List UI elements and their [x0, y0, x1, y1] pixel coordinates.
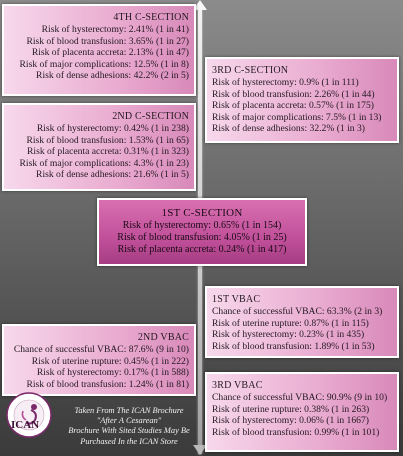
third-vbac-box	[205, 372, 399, 452]
third-vbac-title: 3RD VBAC	[212, 380, 263, 391]
first-c-section-title: 1ST C-SECTION	[161, 207, 243, 219]
risk-line: Risk of dense adhesions: 32.2% (1 in 3)	[212, 123, 365, 135]
risk-line: Risk of placenta accreta: 2.13% (1 in 47)	[31, 47, 189, 59]
third-c-section-title: 3RD C-SECTION	[212, 65, 289, 76]
risk-line: Risk of hysterectomy: 0.17% (1 in 588)	[36, 367, 189, 379]
risk-line: Risk of major complications: 12.5% (1 in 8)	[19, 58, 189, 70]
risk-line: Risk of blood transfusion: 2.26% (1 in 44)	[212, 88, 375, 100]
risk-line: Risk of blood transfusion: 1.24% (1 in 81)	[26, 378, 189, 390]
risk-line: Chance of successful VBAC: 63.3% (2 in 3)	[212, 306, 383, 318]
risk-line: Risk of hysterectomy: 2.41% (1 in 41)	[41, 24, 189, 36]
risk-line: Risk of placenta accreta: 0.57% (1 in 175)	[212, 100, 374, 112]
risk-line: Risk of blood transfusion: 1.53% (1 in 65)	[26, 134, 189, 146]
risk-line: Risk of blood transfusion: 3.65% (1 in 27)	[26, 35, 189, 47]
risk-line: Risk of major complications: 7.5% (1 in 13)	[212, 111, 382, 123]
risk-line: Risk of blood transfusion: 1.89% (1 in 53)	[212, 340, 375, 352]
source-line: Brochure With Sited Studies May Be	[68, 426, 190, 436]
risk-line: Risk of dense adhesions: 21.6% (1 in 5)	[36, 169, 189, 181]
risk-line: Risk of blood transfusion: 0.99% (1 in 101)	[212, 426, 380, 438]
first-c-section-box	[97, 198, 307, 266]
second-vbac-box	[2, 324, 196, 396]
first-vbac-box	[205, 286, 399, 358]
risk-line: Risk of uterine rupture: 0.87% (1 in 115)	[212, 317, 369, 329]
second-c-section-title: 2ND C-SECTION	[112, 111, 189, 122]
risk-line: Risk of hysterectomy: 0.06% (1 in 1667)	[212, 415, 369, 427]
risk-line: Risk of uterine rupture: 0.38% (1 in 263)	[212, 403, 370, 415]
source-line: Taken From The ICAN Brochure	[74, 406, 184, 415]
risk-line: Risk of hysterectomy: 0.42% (1 in 238)	[36, 123, 189, 135]
risk-line: Chance of successful VBAC: 90.9% (9 in 10)	[212, 392, 388, 404]
risk-line: Risk of major complications: 4.3% (1 in 23)	[19, 157, 189, 169]
first-vbac-title: 1ST VBAC	[212, 294, 261, 305]
source-line: "After A Cesarean"	[96, 416, 162, 426]
risk-line: Risk of hysterectomy: 0.23% (1 in 435)	[212, 329, 365, 341]
ican-logo-text: ICAN	[11, 419, 40, 431]
risk-line: Risk of placenta accreta: 0.31% (1 in 323)	[27, 146, 189, 158]
source-note	[62, 406, 196, 447]
risk-line: Risk of blood transfusion: 4.05% (1 in 25)	[117, 232, 287, 243]
risk-line: Chance of successful VBAC: 87.6% (9 in 10)	[13, 344, 189, 356]
risk-line: Risk of dense adhesions: 42.2% (2 in 5)	[36, 70, 189, 82]
risk-line: Risk of uterine rupture: 0.45% (1 in 222)	[31, 355, 189, 367]
third-c-section-box	[205, 57, 399, 143]
ican-logo	[5, 389, 53, 449]
fourth-c-section-title: 4TH C-SECTION	[113, 12, 189, 23]
risk-line: Risk of hysterectomy: 0.9% (1 in 111)	[212, 77, 359, 89]
risk-line: Risk of placenta accreta: 0.24% (1 in 417)	[117, 244, 287, 255]
second-vbac-title: 2ND VBAC	[137, 332, 189, 343]
second-c-section-box	[2, 103, 196, 191]
fourth-c-section-box	[2, 4, 196, 96]
source-line: Purchased In the ICAN Store	[80, 436, 178, 446]
risk-line: Risk of hysterectomy: 0.65% (1 in 154)	[122, 220, 282, 231]
